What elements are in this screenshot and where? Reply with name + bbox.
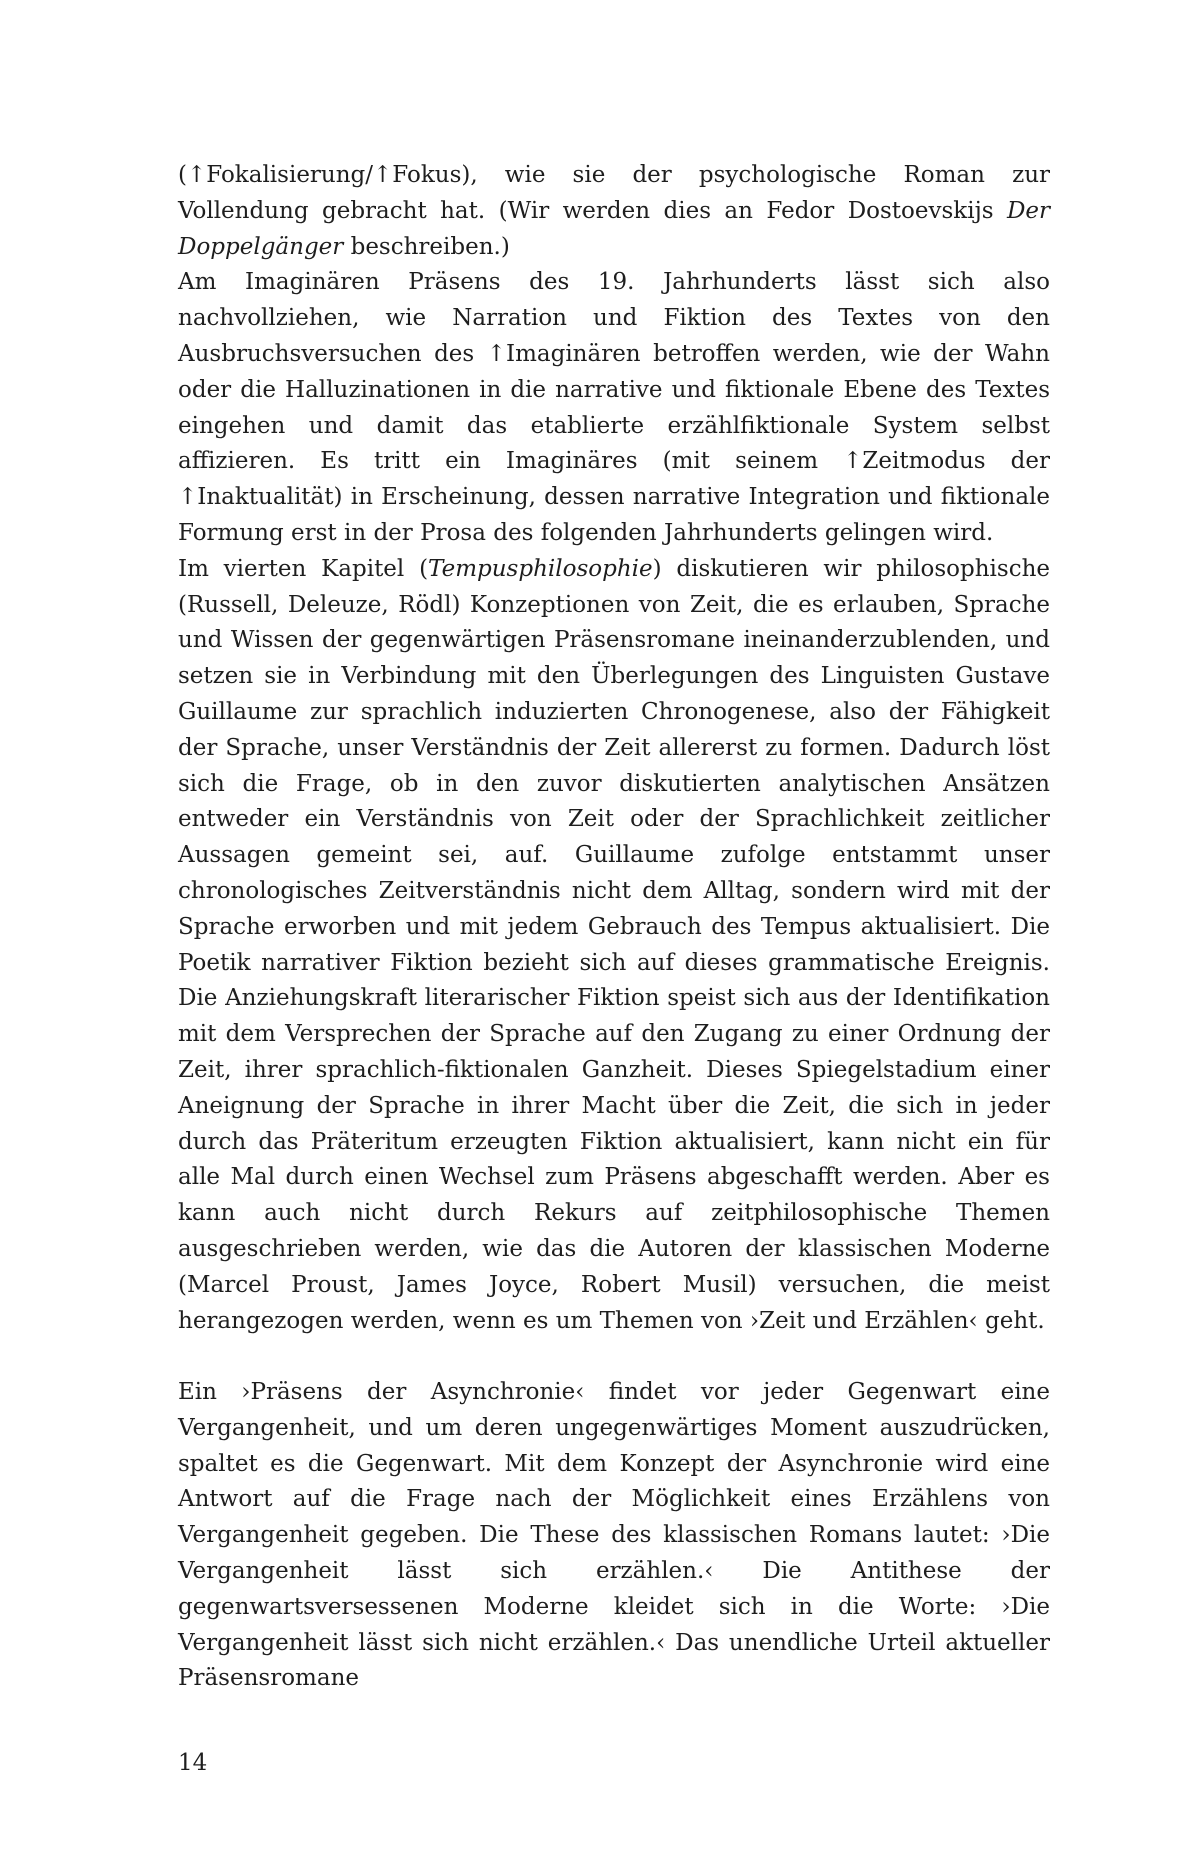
body-text: [178, 158, 1050, 1697]
p3-seg-1: Im vierten Kapitel (: [178, 555, 429, 582]
p3-title-tempusphilosophie: Tempusphilosophie: [428, 555, 653, 582]
paragraph-2: [178, 265, 1050, 551]
p1-seg-3: beschreiben.): [343, 233, 510, 260]
paragraph-4: [178, 1375, 1050, 1697]
paragraph-1: [178, 158, 1050, 265]
p4-seg-1: Ein ›Präsens der Asynchronie‹ findet vor jeder Gegenwart eine Vergangenheit, und um deren ungegenwärtiges Moment auszudrücken, spaltet es die Gegenwart. Mit dem Konzept der Asynchronie wird eine Antwort auf die Frage nach der Möglichkeit eines Erzählens von Vergangenheit gegeben. Die These des klassischen Romans lautet: ›Die Vergangenheit lässt sich erzählen.‹ Die Antithese der gegenwartsversessenen Moderne kleidet sich in die Worte: ›Die Vergangenheit lässt sich nicht erzählen.‹ Das unendliche Urteil aktueller Präsensromane: [178, 1379, 1050, 1692]
p3-seg-3: ) diskutieren wir philosophische (Russell, Deleuze, Rödl) Konzeptionen von Zeit, die es erlauben, Sprache und Wissen der gegenwärtigen Präsensromane ineinanderzublenden, und setzen sie in Verbindung mit den Überlegungen des Linguisten Gustave Guillaume zur sprachlich induzierten Chronogenese, also der Fähigkeit der Sprache, unser Verständnis der Zeit allererst zu formen. Dadurch löst sich die Frage, ob in den zuvor diskutierten analytischen Ansätzen entweder ein Verständnis von Zeit oder der Sprachlichkeit zeitlicher Aussagen gemeint sei, auf. Guillaume zufolge entstammt unser chronologisches Zeitverständnis nicht dem Alltag, sondern wird mit der Sprache erworben und mit jedem Gebrauch des Tempus aktualisiert. Die Poetik narrativer Fiktion bezieht sich auf dieses grammatische Ereignis. Die Anziehungskraft literarischer Fiktion speist sich aus der Identifikation mit dem Versprechen der Sprache auf den Zugang zu einer Ordnung der Zeit, ihrer sprachlich-fiktionalen Ganzheit. Dieses Spiegelstadium einer Aneignung der Sprache in ihrer Macht über die Zeit, die sich in jeder durch das Präteritum erzeugten Fiktion aktualisiert, kann nicht ein für alle Mal durch einen Wechsel zum Präsens abgeschafft werden. Aber es kann auch nicht durch Rekurs auf zeitphilosophische Themen ausgeschrieben werden, wie das die Autoren der klassischen Moderne (Marcel Proust, James Joyce, Robert Musil) versuchen, die meist herangezogen werden, wenn es um Themen von ›Zeit und Erzählen‹ geht.: [178, 555, 1051, 1334]
paragraph-3: [178, 552, 1050, 1340]
p1-title-der-doppelgaenger: Der Doppelgänger: [178, 197, 1050, 260]
p2-seg-1: Am Imaginären Präsens des 19. Jahrhunderts lässt sich also nachvollziehen, wie Narration und Fiktion des Textes von den Ausbruchsversuchen des ↑Imaginären betroffen werden, wie der Wahn oder die Halluzinationen in die narrative und fiktionale Ebene des Textes eingehen und damit das etablierte erzählfiktionale System selbst affizieren. Es tritt ein Imaginäres (mit seinem ↑Zeitmodus der ↑Inaktualität) in Erscheinung, dessen narrative Integration und fiktionale Formung erst in der Prosa des folgenden Jahrhunderts gelingen wird.: [178, 269, 1050, 546]
p1-seg-1: (↑Fokalisierung/↑Fokus), wie sie der psychologische Roman zur Vollendung gebracht hat. (Wir werden dies an Fedor Dostoevskijs: [178, 162, 1050, 224]
page-number: 14: [178, 1750, 208, 1776]
